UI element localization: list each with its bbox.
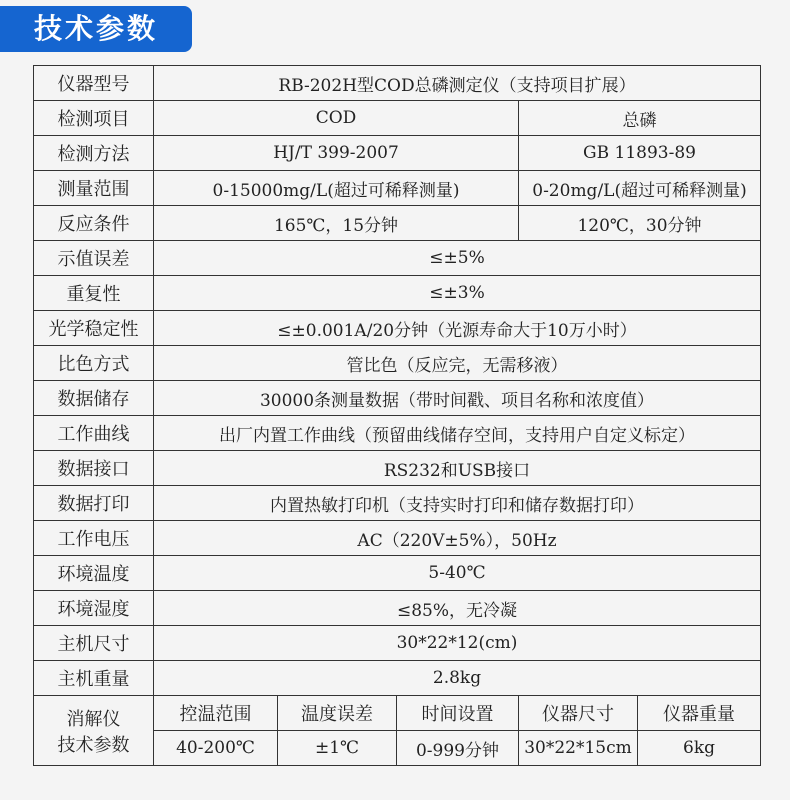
cod-value: 0-15000mg/L(超过可稀释测量) <box>154 171 519 206</box>
table-row <box>34 101 761 136</box>
cod-value: 165℃，15分钟 <box>154 206 519 241</box>
row-value: ≤85%，无冷凝 <box>154 591 761 626</box>
row-label: 数据储存 <box>34 381 154 416</box>
row-label: 环境湿度 <box>34 591 154 626</box>
row-value: 出厂内置工作曲线（预留曲线储存空间，支持用户自定义标定） <box>154 416 761 451</box>
digester-value: ±1℃ <box>278 731 397 766</box>
row-value: ≤±0.001A/20分钟（光源寿命大于10万小时） <box>154 311 761 346</box>
digester-header-row <box>34 696 761 731</box>
tp-value: 120℃，30分钟 <box>519 206 761 241</box>
row-value: ≤±3% <box>154 276 761 311</box>
row-label: 示值误差 <box>34 241 154 276</box>
row-value: RS232和USB接口 <box>154 451 761 486</box>
tp-value: GB 11893-89 <box>519 136 761 171</box>
row-label: 主机尺寸 <box>34 626 154 661</box>
digester-label-line1: 消解仪 <box>66 708 121 730</box>
row-value: 2.8kg <box>154 661 761 696</box>
table-row <box>34 311 761 346</box>
row-label: 光学稳定性 <box>34 311 154 346</box>
row-label: 主机重量 <box>34 661 154 696</box>
row-label: 测量范围 <box>34 171 154 206</box>
table-row <box>34 276 761 311</box>
digester-header: 时间设置 <box>397 696 519 731</box>
row-label: 仪器型号 <box>34 66 154 101</box>
table-row <box>34 66 761 101</box>
row-label: 数据接口 <box>34 451 154 486</box>
digester-header: 仪器重量 <box>638 696 761 731</box>
row-value: 管比色（反应完，无需移液） <box>154 346 761 381</box>
digester-value: 40-200℃ <box>154 731 278 766</box>
table-row <box>34 661 761 696</box>
table-row <box>34 486 761 521</box>
tp-value: 总磷 <box>519 101 761 136</box>
spec-table <box>33 65 761 766</box>
section-title: 技术参数 <box>0 6 192 52</box>
table-row <box>34 591 761 626</box>
table-row <box>34 626 761 661</box>
row-label: 环境温度 <box>34 556 154 591</box>
row-label: 反应条件 <box>34 206 154 241</box>
table-row <box>34 206 761 241</box>
table-row <box>34 521 761 556</box>
cod-value: COD <box>154 101 519 136</box>
row-value: 5-40℃ <box>154 556 761 591</box>
digester-value: 30*22*15cm <box>519 731 638 766</box>
row-label: 工作曲线 <box>34 416 154 451</box>
table-row <box>34 136 761 171</box>
digester-value: 6kg <box>638 731 761 766</box>
digester-header: 控温范围 <box>154 696 278 731</box>
row-label: 工作电压 <box>34 521 154 556</box>
row-value: 内置热敏打印机（支持实时打印和储存数据打印） <box>154 486 761 521</box>
digester-header: 仪器尺寸 <box>519 696 638 731</box>
table-row <box>34 416 761 451</box>
table-row <box>34 556 761 591</box>
row-value: 30*22*12(cm) <box>154 626 761 661</box>
table-row <box>34 381 761 416</box>
digester-header: 温度误差 <box>278 696 397 731</box>
cod-value: HJ/T 399-2007 <box>154 136 519 171</box>
row-label: 数据打印 <box>34 486 154 521</box>
row-value: RB-202H型COD总磷测定仪（支持项目扩展） <box>154 66 761 101</box>
row-value: 30000条测量数据（带时间戳、项目名称和浓度值） <box>154 381 761 416</box>
row-label: 检测项目 <box>34 101 154 136</box>
table-row <box>34 346 761 381</box>
digester-label <box>34 696 154 766</box>
digester-value: 0-999分钟 <box>397 731 519 766</box>
table-row <box>34 451 761 486</box>
row-label: 重复性 <box>34 276 154 311</box>
row-label: 检测方法 <box>34 136 154 171</box>
tp-value: 0-20mg/L(超过可稀释测量) <box>519 171 761 206</box>
row-label: 比色方式 <box>34 346 154 381</box>
table-row <box>34 241 761 276</box>
digester-label-line2: 技术参数 <box>57 734 130 756</box>
row-value: ≤±5% <box>154 241 761 276</box>
row-value: AC（220V±5%），50Hz <box>154 521 761 556</box>
table-row <box>34 171 761 206</box>
